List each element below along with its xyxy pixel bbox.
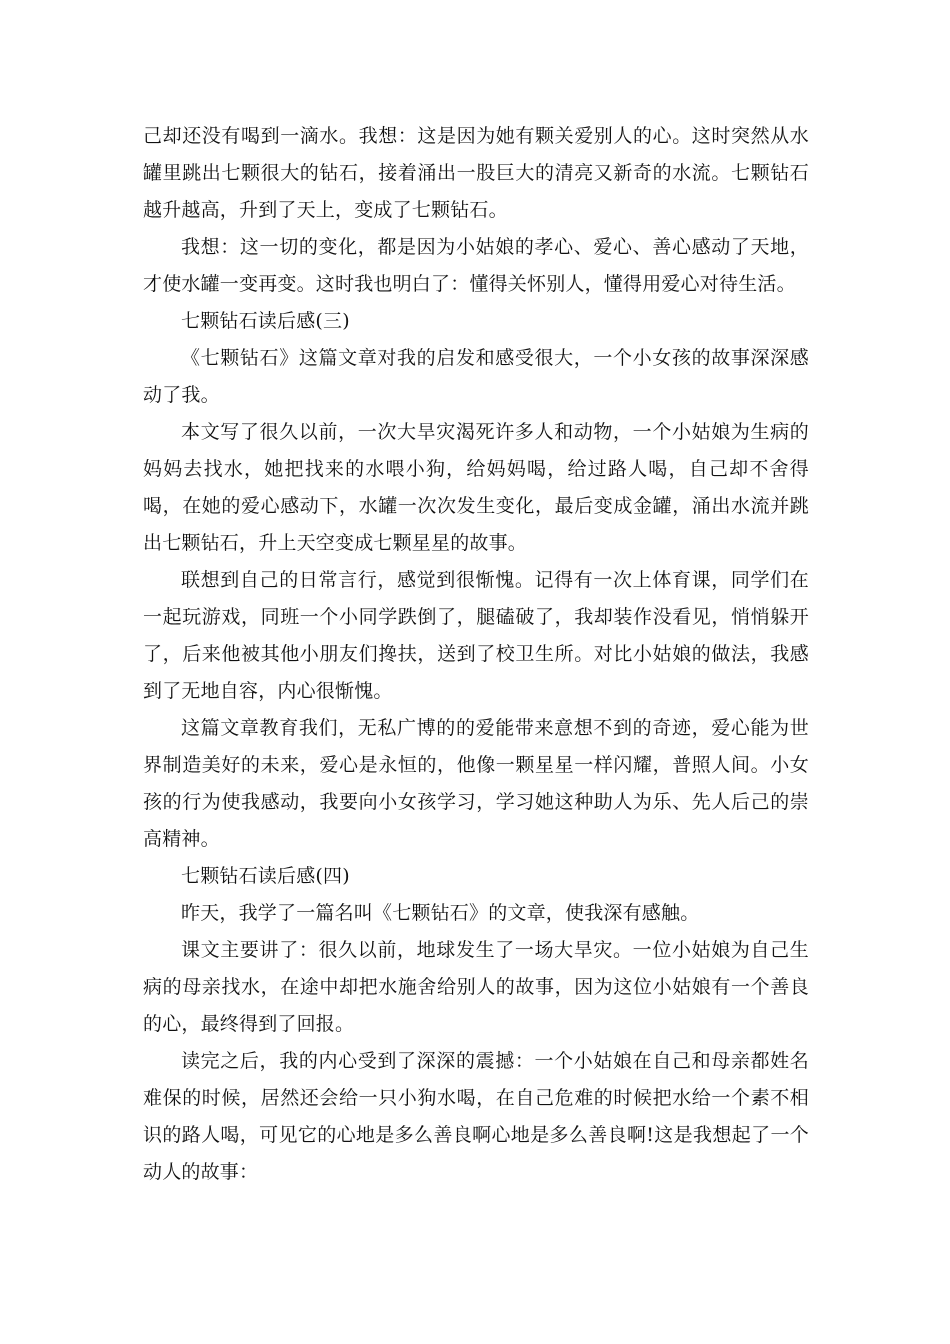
paragraph: 昨天，我学了一篇名叫《七颗钻石》的文章，使我深有感触。	[181, 902, 700, 924]
paragraph: 本文写了很久以前，一次大旱灾渴死许多人和动物，一个小姑娘为生病的妈妈去找水，她把找来的水喂小狗，给妈妈喝，给过路人喝，自己却不舍得喝，在她的爱心感动下，水罐一次次发生变化，最后变成金罐，涌出水流并跳出七颗钻石，升上天空变成七颗星星的故事。	[143, 421, 809, 554]
paragraph: 《七颗钻石》这篇文章对我的启发和感受很大，一个小女孩的故事深深感动了我。	[143, 347, 809, 406]
document-body	[143, 118, 809, 1191]
paragraph: 我想：这一切的变化，都是因为小姑娘的孝心、爱心、善心感动了天地，才使水罐一变再变。这时我也明白了：懂得关怀别人，懂得用爱心对待生活。	[143, 236, 809, 295]
paragraph: 联想到自己的日常言行，感觉到很惭愧。记得有一次上体育课，同学们在一起玩游戏，同班一个小同学跌倒了，腿磕破了，我却装作没看见，悄悄躲开了，后来他被其他小朋友们搀扶，送到了校卫生所。对比小姑娘的做法，我感到了无地自容，内心很惭愧。	[143, 569, 809, 702]
paragraph-continuation: 己却还没有喝到一滴水。我想：这是因为她有颗关爱别人的心。这时突然从水罐里跳出七颗很大的钻石，接着涌出一股巨大的清亮又新奇的水流。七颗钻石越升越高，升到了天上，变成了七颗钻石。	[143, 125, 809, 221]
paragraph: 读完之后，我的内心受到了深深的震撼：一个小姑娘在自己和母亲都姓名难保的时候，居然还会给一只小狗水喝，在自己危难的时候把水给一个素不相识的路人喝，可见它的心地是多么善良啊心地是多么善良啊!这是我想起了一个动人的故事：	[143, 1050, 809, 1183]
section-heading-4: 七颗钻石读后感(四)	[181, 865, 350, 887]
section-heading-3: 七颗钻石读后感(三)	[181, 310, 350, 332]
paragraph: 这篇文章教育我们，无私广博的的爱能带来意想不到的奇迹，爱心能为世界制造美好的未来，爱心是永恒的，他像一颗星星一样闪耀，普照人间。小女孩的行为使我感动，我要向小女孩学习，学习她这种助人为乐、先人后己的崇高精神。	[143, 717, 809, 850]
paragraph: 课文主要讲了：很久以前，地球发生了一场大旱灾。一位小姑娘为自己生病的母亲找水，在途中却把水施舍给别人的故事，因为这位小姑娘有一个善良的心，最终得到了回报。	[143, 939, 809, 1035]
